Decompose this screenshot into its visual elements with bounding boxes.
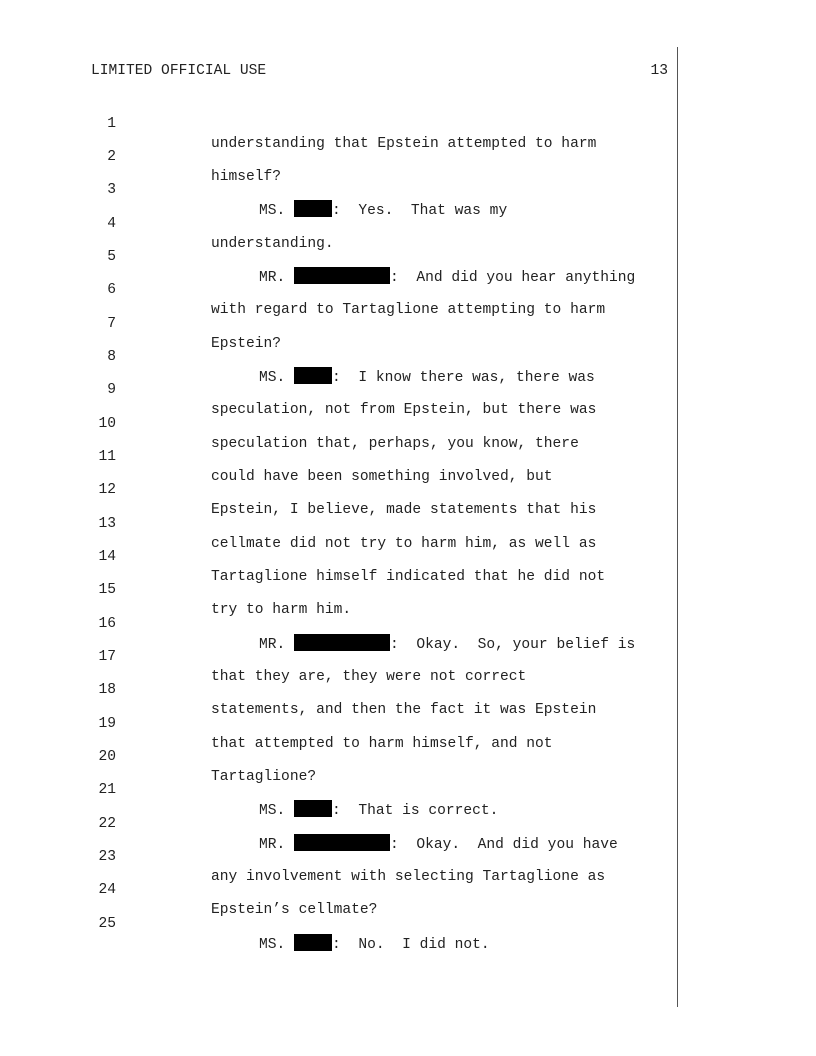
line-text: any involvement with selecting Tartaglione as — [211, 869, 606, 885]
speaker-title: MR. — [259, 637, 286, 653]
line-text: : And did you hear anything — [390, 270, 636, 286]
line-text: : No. I did not. — [332, 937, 490, 953]
line-number: 19 — [98, 716, 116, 732]
line-number: 23 — [98, 849, 116, 865]
line-number: 14 — [98, 549, 116, 565]
line-number: 12 — [98, 482, 116, 498]
transcript-line — [0, 194, 816, 252]
line-number: 3 — [107, 182, 116, 198]
transcript-line — [0, 694, 816, 752]
line-number: 5 — [107, 249, 116, 265]
line-text: : Okay. And did you have — [390, 837, 618, 853]
transcript-line — [0, 594, 816, 653]
line-text: Epstein, I believe, made statements that his — [211, 502, 597, 518]
line-number: 11 — [98, 449, 116, 465]
line-text: understanding. — [211, 236, 334, 252]
transcript-line — [0, 527, 816, 585]
line-text: could have been something involved, but — [211, 469, 553, 485]
speaker-title: MS. — [259, 370, 286, 386]
line-text: : Okay. So, your belief is — [390, 637, 636, 653]
line-number: 24 — [98, 882, 116, 898]
line-text: : That is correct. — [332, 803, 499, 819]
line-number: 8 — [107, 349, 116, 365]
line-text: statements, and then the fact it was Epstein — [211, 702, 597, 718]
line-text: understanding that Epstein attempted to harm — [211, 136, 597, 152]
line-number: 25 — [98, 916, 116, 932]
transcript-line — [0, 794, 816, 853]
transcript-line — [0, 560, 816, 618]
transcript-line — [0, 660, 816, 718]
line-number: 20 — [98, 749, 116, 765]
page-number: 13 — [650, 63, 668, 79]
line-text: Tartaglione? — [211, 769, 317, 785]
line-number: 17 — [98, 649, 116, 665]
classification-header: LIMITED OFFICIAL USE — [91, 63, 267, 79]
transcript-line — [0, 894, 816, 953]
line-number: 10 — [98, 416, 116, 432]
transcript-line — [0, 760, 816, 819]
transcript-line — [0, 827, 816, 885]
line-text: : Yes. That was my — [332, 203, 508, 219]
line-number: 7 — [107, 316, 116, 332]
speaker-title: MR. — [259, 270, 286, 286]
speaker-title: MS. — [259, 937, 286, 953]
transcript-line — [0, 494, 816, 552]
line-number: 18 — [98, 682, 116, 698]
line-number: 22 — [98, 816, 116, 832]
line-number: 13 — [98, 516, 116, 532]
line-text: speculation that, perhaps, you know, there — [211, 436, 579, 452]
speaker-title: MS. — [259, 803, 286, 819]
redaction-block — [294, 934, 332, 951]
speaker-title: MS. — [259, 203, 286, 219]
line-text: Epstein? — [211, 336, 282, 352]
transcript-line — [0, 727, 816, 785]
line-text: try to harm him. — [211, 602, 352, 618]
line-text: : I know there was, there was — [332, 370, 595, 386]
transcript-line — [0, 260, 816, 318]
transcript-line — [0, 427, 816, 485]
line-number: 21 — [98, 782, 116, 798]
transcript-line — [0, 227, 816, 286]
transcript-line — [0, 627, 816, 685]
transcript-line — [0, 127, 816, 185]
line-number: 4 — [107, 216, 116, 232]
transcript-line — [0, 94, 816, 152]
line-text: that they are, they were not correct — [211, 669, 527, 685]
line-number: 6 — [107, 282, 116, 298]
transcript-line — [0, 860, 816, 918]
speaker-line — [259, 934, 490, 955]
line-text: Epstein’s cellmate? — [211, 902, 378, 918]
line-number: 1 — [107, 116, 116, 132]
transcript-line — [0, 394, 816, 452]
transcript-line — [0, 327, 816, 386]
speaker-title: MR. — [259, 837, 286, 853]
line-number: 2 — [107, 149, 116, 165]
line-number: 9 — [107, 382, 116, 398]
line-text: himself? — [211, 169, 282, 185]
line-text: speculation, not from Epstein, but there was — [211, 402, 597, 418]
line-text: with regard to Tartaglione attempting to harm — [211, 302, 606, 318]
line-text: Tartaglione himself indicated that he did not — [211, 569, 606, 585]
line-text: that attempted to harm himself, and not — [211, 736, 553, 752]
line-text: cellmate did not try to harm him, as well as — [211, 536, 597, 552]
transcript-line — [0, 360, 816, 418]
transcript-line — [0, 460, 816, 518]
line-number: 15 — [98, 582, 116, 598]
transcript-line — [0, 160, 816, 219]
line-number: 16 — [98, 616, 116, 632]
transcript-line — [0, 294, 816, 352]
